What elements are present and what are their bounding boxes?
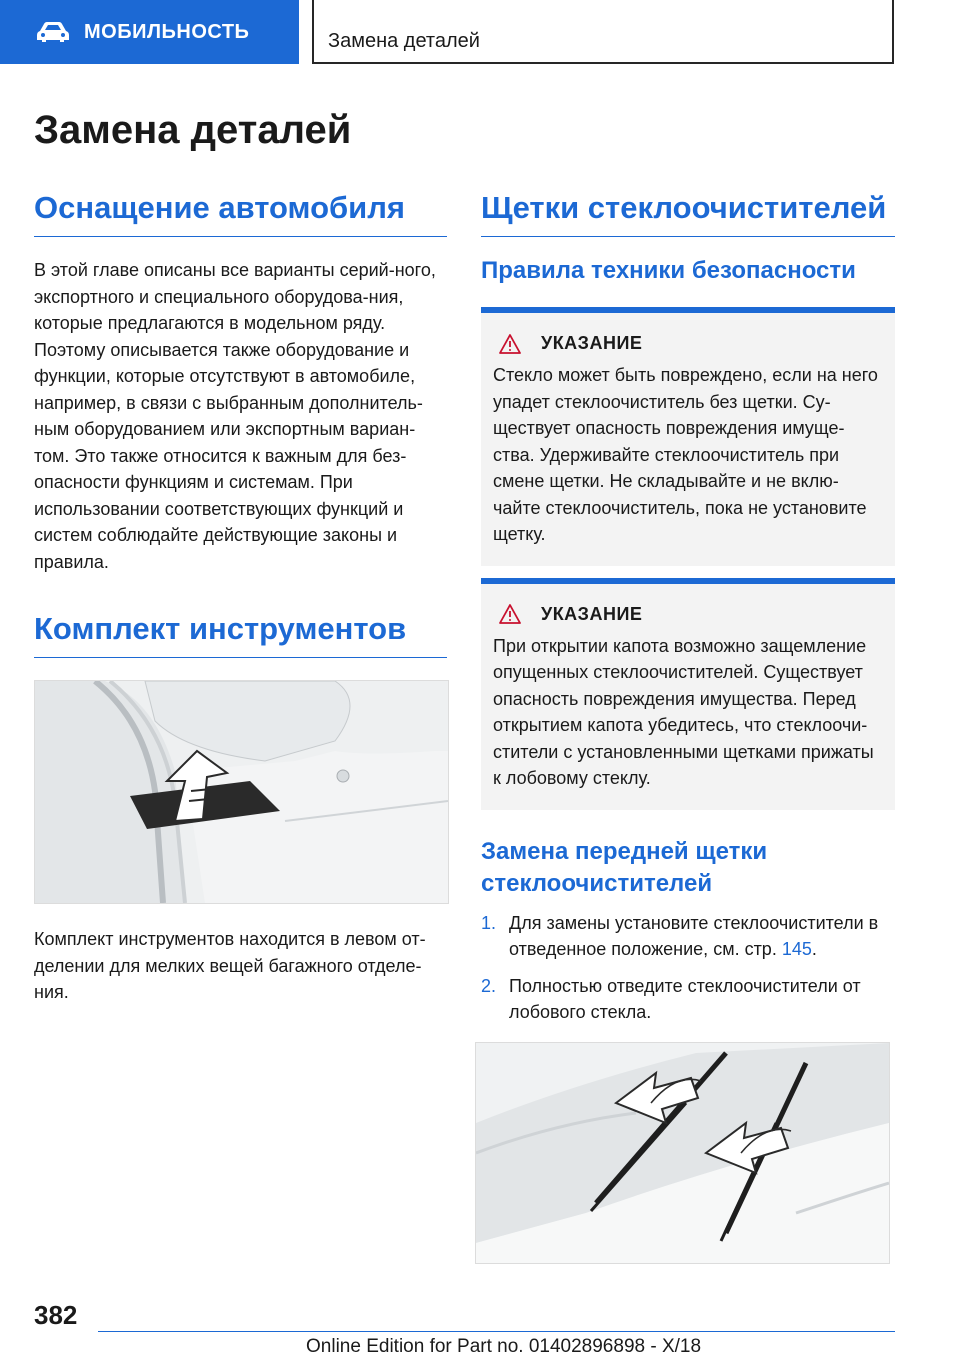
page-title: Замена деталей <box>34 108 352 152</box>
toolkit-image <box>34 680 449 904</box>
notice-box <box>481 578 895 810</box>
page-link[interactable]: 145 <box>781 939 812 959</box>
equipment-text: В этой главе описаны все варианты серий-ного, экспортного и специального оборудова-ния, которые предлагаются в модельном ряду. Поэтому описывается также оборудование и функции, которые отсутствуют в автомобиле, например, в связи с выбранным дополнитель-ным оборудованием или экспортным вариан-том. Это также относится к важным для без-опасности функциям и системам. При использовании соответствующих функций и систем соблюдайте действующие законы и правила. <box>34 260 436 572</box>
right-column <box>481 190 895 1264</box>
footer-divider <box>98 1331 895 1332</box>
step-text: Для замены установите стеклоочистители в отведенное положение, см. стр. 145. <box>509 912 879 959</box>
list-item <box>481 973 895 1026</box>
warning-triangle-icon <box>499 604 521 624</box>
notice-text: При открытии капота возможно защемление опущенных стеклоочистителей. Существует опасность повреждения имущества. Перед открытием капота убедитесь, что стеклоочи-стители с установленными щетками прижаты к лобовому стеклу. <box>493 635 874 788</box>
footer-edition: Online Edition for Part no. 01402896898 - X/18 <box>306 1336 702 1357</box>
notice-title: УКАЗАНИЕ <box>541 603 643 624</box>
list-item <box>481 910 895 963</box>
category-label: МОБИЛЬНОСТЬ <box>84 20 250 43</box>
step-text: Полностью отведите стеклоочистители от лобового стекла. <box>509 975 861 1022</box>
section-header <box>312 0 894 64</box>
left-column <box>34 190 447 1006</box>
wipers-heading: Щетки стеклоочистителей <box>481 190 895 237</box>
steps-list <box>481 910 895 1026</box>
notice-box <box>481 307 895 566</box>
category-tab[interactable] <box>0 0 299 64</box>
notice-text: Стекло может быть повреждено, если на него упадет стеклоочиститель без щетки. Су-ществует опасность повреждения имуще-ства. Удерживайте стеклоочиститель при смене щетки. Не складывайте и не вклю-чайте стеклоочиститель, пока не установите щетку. <box>493 365 878 544</box>
equipment-heading: Оснащение автомобиля <box>34 190 447 237</box>
page-number: 382 <box>34 1300 78 1330</box>
replace-heading: Замена передней щетки стеклоочистителей <box>481 837 768 897</box>
toolkit-heading: Комплект инструментов <box>34 611 447 658</box>
car-icon <box>36 21 70 43</box>
step-number: 2. <box>481 975 497 996</box>
section-label: Замена деталей <box>328 30 480 52</box>
safety-heading: Правила техники безопасности <box>481 257 856 284</box>
windshield-illustration <box>476 1043 889 1263</box>
wiper-image <box>475 1042 890 1264</box>
trunk-illustration <box>35 681 448 903</box>
warning-triangle-icon <box>499 334 521 354</box>
step-number: 1. <box>481 912 497 933</box>
notice-title: УКАЗАНИЕ <box>541 333 643 353</box>
toolkit-text: Комплект инструментов находится в левом от-делении для мелких вещей багажного отделе-ния. <box>34 929 426 1002</box>
